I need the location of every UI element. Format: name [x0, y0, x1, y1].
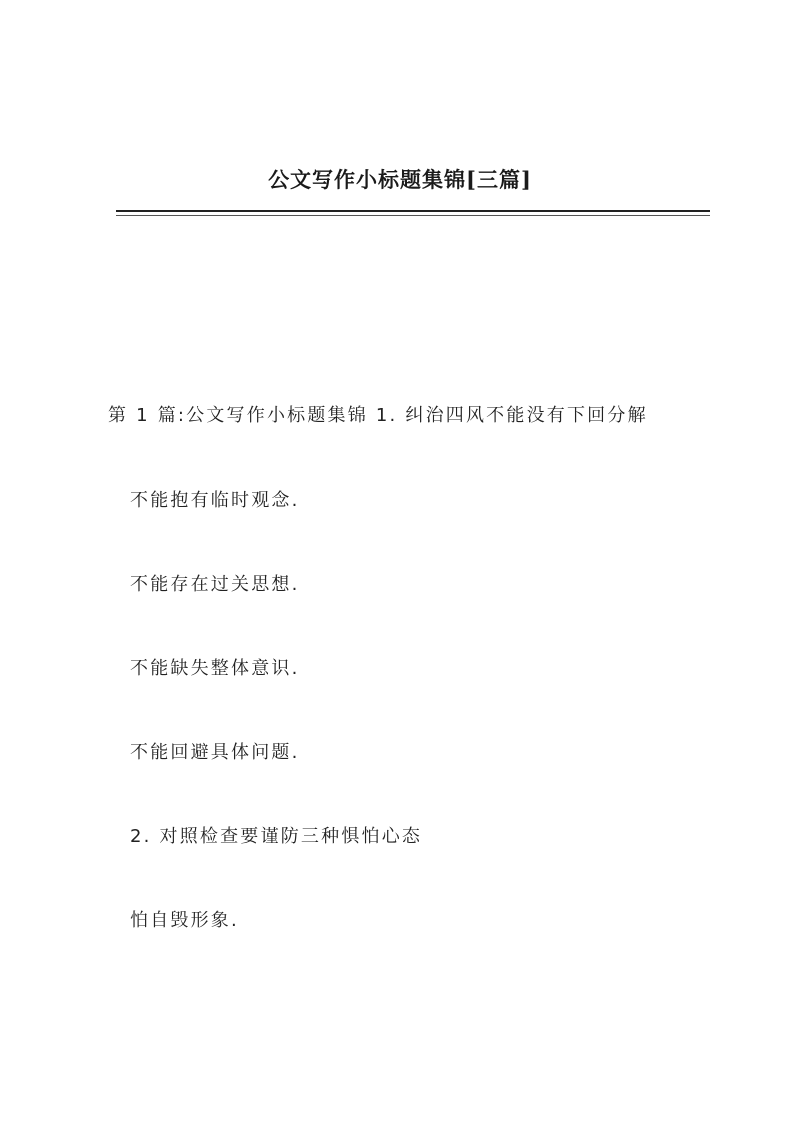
paragraph-line-6: 2. 对照检查要谨防三种惧怕心态	[130, 826, 423, 847]
document-title: 公文写作小标题集锦[三篇]	[268, 167, 532, 192]
paragraph-line-3: 不能存在过关思想.	[130, 574, 300, 595]
paragraph-line-4: 不能缺失整体意识.	[130, 658, 300, 679]
paragraph-line-1: 第 1 篇:公文写作小标题集锦 1. 纠治四风不能没有下回分解	[108, 405, 648, 426]
title-divider	[116, 210, 710, 212]
paragraph-line-5: 不能回避具体问题.	[130, 742, 300, 763]
title-divider-thin	[116, 215, 710, 216]
paragraph-line-7: 怕自毁形象.	[130, 910, 239, 931]
paragraph-line-2: 不能抱有临时观念.	[130, 490, 300, 511]
